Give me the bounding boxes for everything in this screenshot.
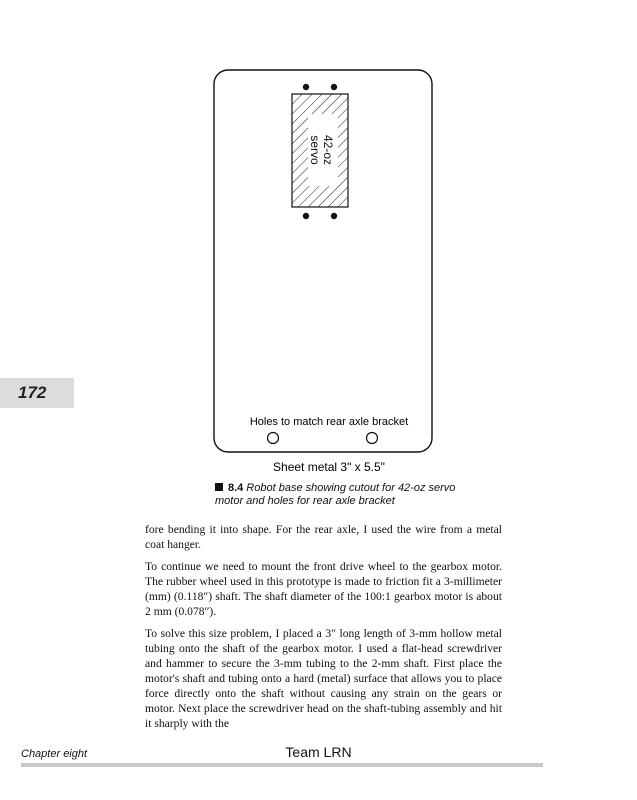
paragraph: To continue we need to mount the front drive wheel to the gearbox motor. The rubber wheel used in this prototype is made to friction fit a 3-millimeter (mm) (0.118″) shaft. The shaft diameter of the 100:1 gearbox motor is about 2 mm (0.078″). <box>145 560 502 618</box>
holes-label: Holes to match rear axle bracket <box>249 416 409 428</box>
figure-8-4-diagram <box>200 60 450 460</box>
mount-hole-top-right <box>331 84 337 90</box>
mount-hole-top-left <box>303 84 309 90</box>
paragraph: fore bending it into shape. For the rear axle, I used the wire from a metal coat hanger. <box>145 523 502 551</box>
caption-number: 8.4 <box>228 482 244 494</box>
servo-label-line1: 42-oz <box>321 134 335 166</box>
page-number-tab: 172 <box>0 378 74 408</box>
chapter-label: Chapter eight <box>21 748 88 760</box>
mount-hole-bottom-right <box>331 213 337 219</box>
paragraph: To solve this size problem, I placed a 3″ long length of 3-mm hollow metal tubing onto the shaft of the gearbox motor. I used a flat-head screwdriver and hammer to secure the 3-mm tubing to the 2-mm shaft. First place the motor's shaft and tubing onto a hard (metal) surface that allows you to place force directly onto the shaft without causing any strain on the gears or motor. Next place the screwdriver head on the shaft-tubing assembly and hit it sharply with the <box>145 627 502 730</box>
footer-rule <box>21 763 543 767</box>
mount-hole-bottom-left <box>303 213 309 219</box>
servo-label-line2: servo <box>308 135 322 165</box>
axle-hole-left <box>268 433 279 444</box>
publisher-label: Team LRN <box>285 744 352 760</box>
caption-square-icon <box>215 483 223 491</box>
figure-caption <box>215 482 475 508</box>
caption-text: Robot base showing cutout for 42-oz servo motor and holes for rear axle bracket <box>215 482 456 507</box>
sheet-metal-label: Sheet metal 3" x 5.5" <box>273 460 385 474</box>
axle-hole-right <box>367 433 378 444</box>
body-text <box>145 522 502 738</box>
